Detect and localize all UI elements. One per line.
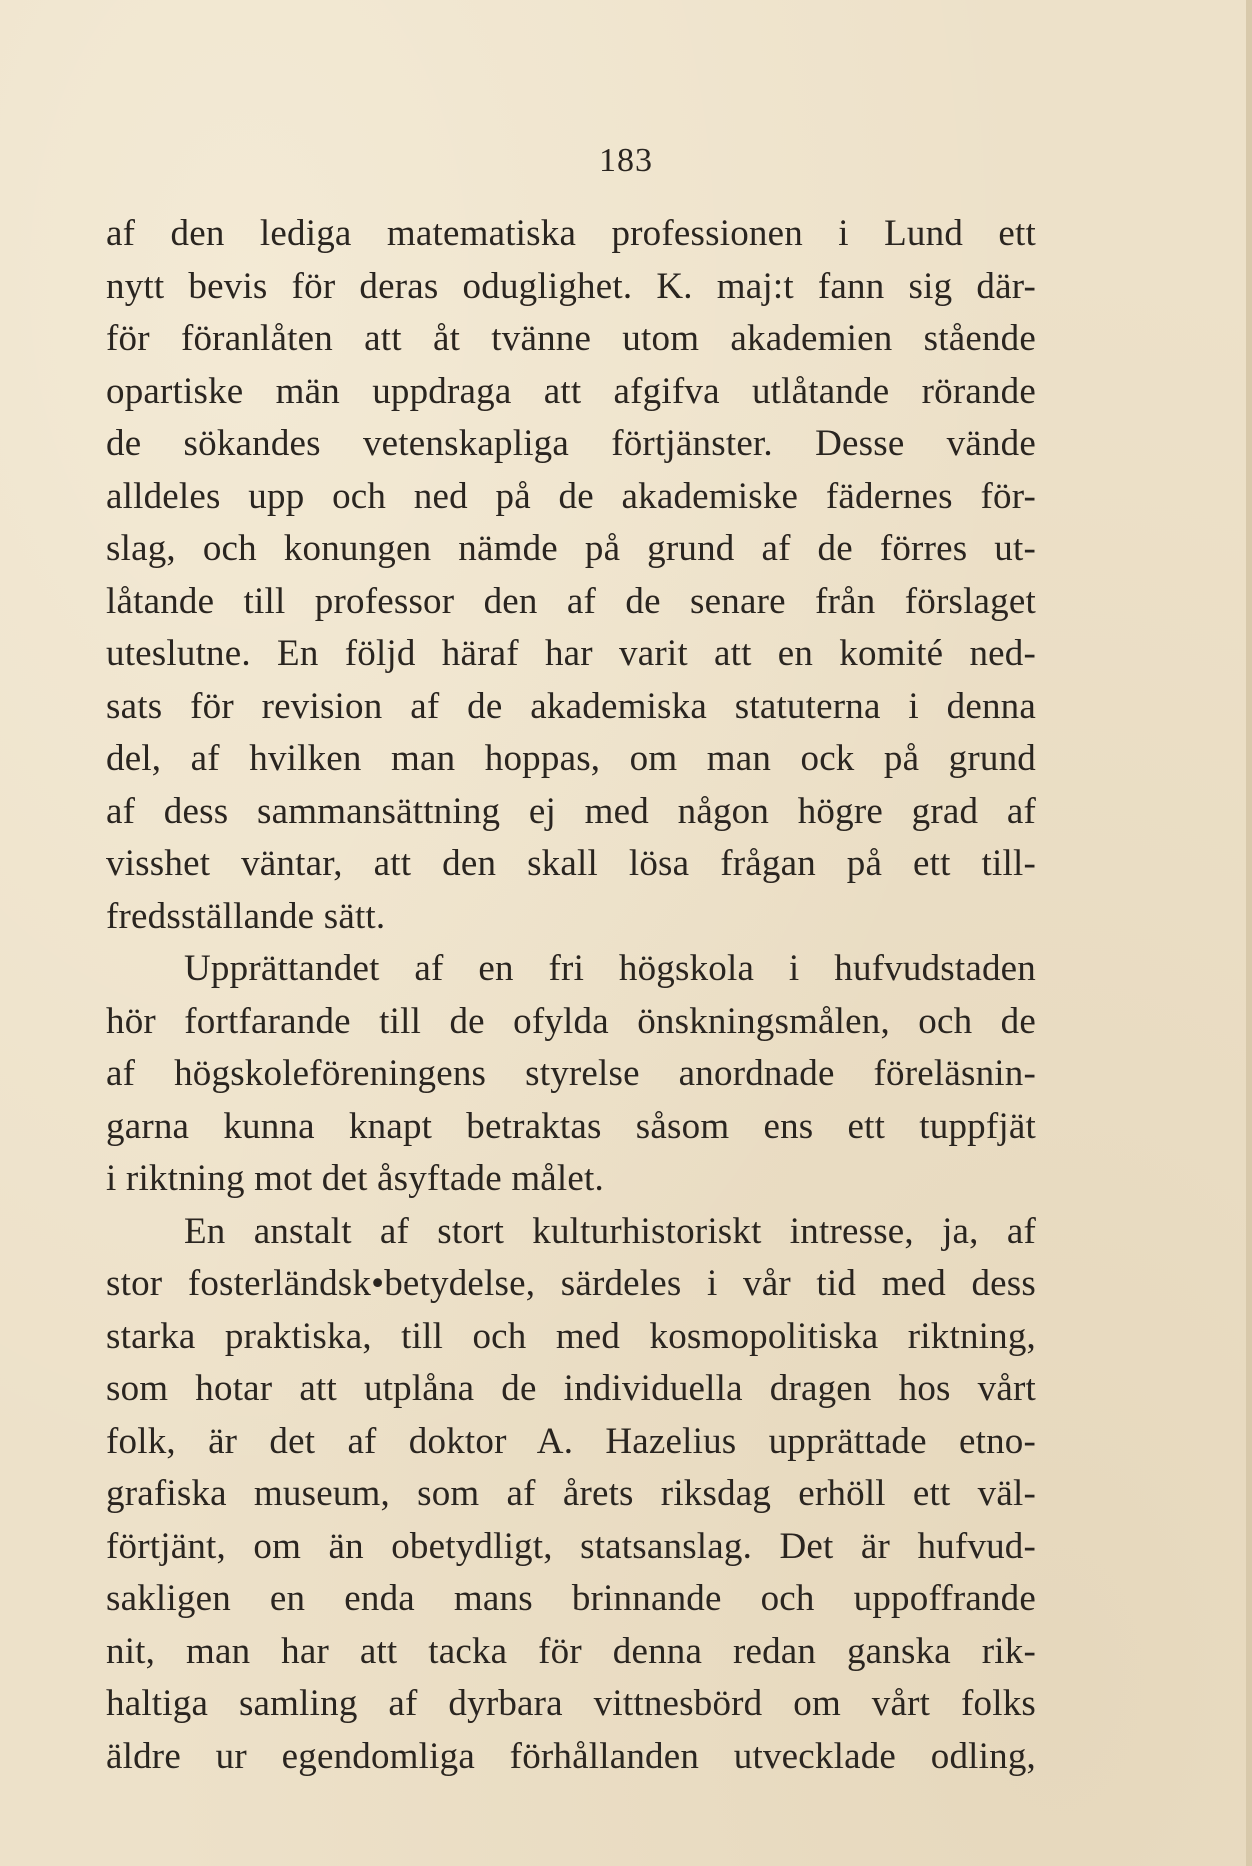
page-number: 183 [599, 142, 653, 179]
text-line: grafiska museum, som af årets riksdag erhöll ett väl- [106, 1473, 1036, 1514]
text-line: sats för revision af de akademiska statuterna i denna [106, 685, 1036, 727]
text-line: stor fosterländsk•betydelse, särdeles i vår tid med dess [106, 1263, 1036, 1304]
text-line: alldeles upp och ned på de akademiske fädernes för- [106, 475, 1036, 517]
text-line: del, af hvilken man hoppas, om man ock på grund [106, 738, 1036, 779]
text-line: haltiga samling af dyrbara vittnesbörd om vårt folks [106, 1683, 1036, 1724]
text-line: låtande till professor den af de senare från förslaget [106, 580, 1036, 622]
text-line: folk, är det af doktor A. Hazelius upprättade etno- [106, 1420, 1036, 1462]
text-line: garna kunna knapt betraktas såsom ens ett tuppfjät [106, 1105, 1036, 1147]
text-line: Upprättandet af en fri högskola i hufvudstaden [184, 948, 1036, 989]
text-line: nytt bevis för deras oduglighet. K. maj:t fann sig där- [106, 265, 1036, 307]
text-line: af högskoleföreningens styrelse anordnade föreläsnin- [106, 1053, 1036, 1094]
text-line: nit, man har att tacka för denna redan ganska rik- [106, 1630, 1036, 1672]
text-line: visshet väntar, att den skall lösa frågan på ett till- [106, 843, 1036, 884]
text-line: af den lediga matematiska professionen i Lund ett [106, 213, 1036, 254]
text-line: fredsställande sätt. [106, 895, 386, 937]
text-line: uteslutne. En följd häraf har varit att en komité ned- [106, 633, 1036, 674]
text-line: af dess sammansättning ej med någon högre grad af [106, 790, 1036, 832]
paragraph [106, 208, 1036, 943]
text-line: äldre ur egendomliga förhållanden utvecklade odling, [106, 1735, 1036, 1777]
body-text [106, 208, 1036, 1783]
text-line: sakligen en enda mans brinnande och uppoffrande [106, 1578, 1036, 1619]
text-line: hör fortfarande till de ofylda önskningsmålen, och de [106, 1000, 1036, 1042]
paragraph [106, 943, 1036, 1206]
text-line: förtjänt, om än obetydligt, statsanslag. Det är hufvud- [106, 1525, 1036, 1567]
text-line: för föranlåten att åt tvänne utom akademien stående [106, 318, 1036, 359]
text-line: de sökandes vetenskapliga förtjänster. Desse vände [106, 423, 1036, 464]
text-line: slag, och konungen nämde på grund af de förres ut- [106, 528, 1036, 569]
text-line: i riktning mot det åsyftade målet. [106, 1158, 604, 1199]
paragraph [106, 1206, 1036, 1784]
text-line: som hotar att utplåna de individuella dragen hos vårt [106, 1368, 1036, 1409]
text-line: En anstalt af stort kulturhistoriskt intresse, ja, af [184, 1210, 1036, 1252]
text-line: opartiske män uppdraga att afgifva utlåtande rörande [106, 370, 1036, 412]
text-line: starka praktiska, till och med kosmopolitiska riktning, [106, 1315, 1036, 1357]
